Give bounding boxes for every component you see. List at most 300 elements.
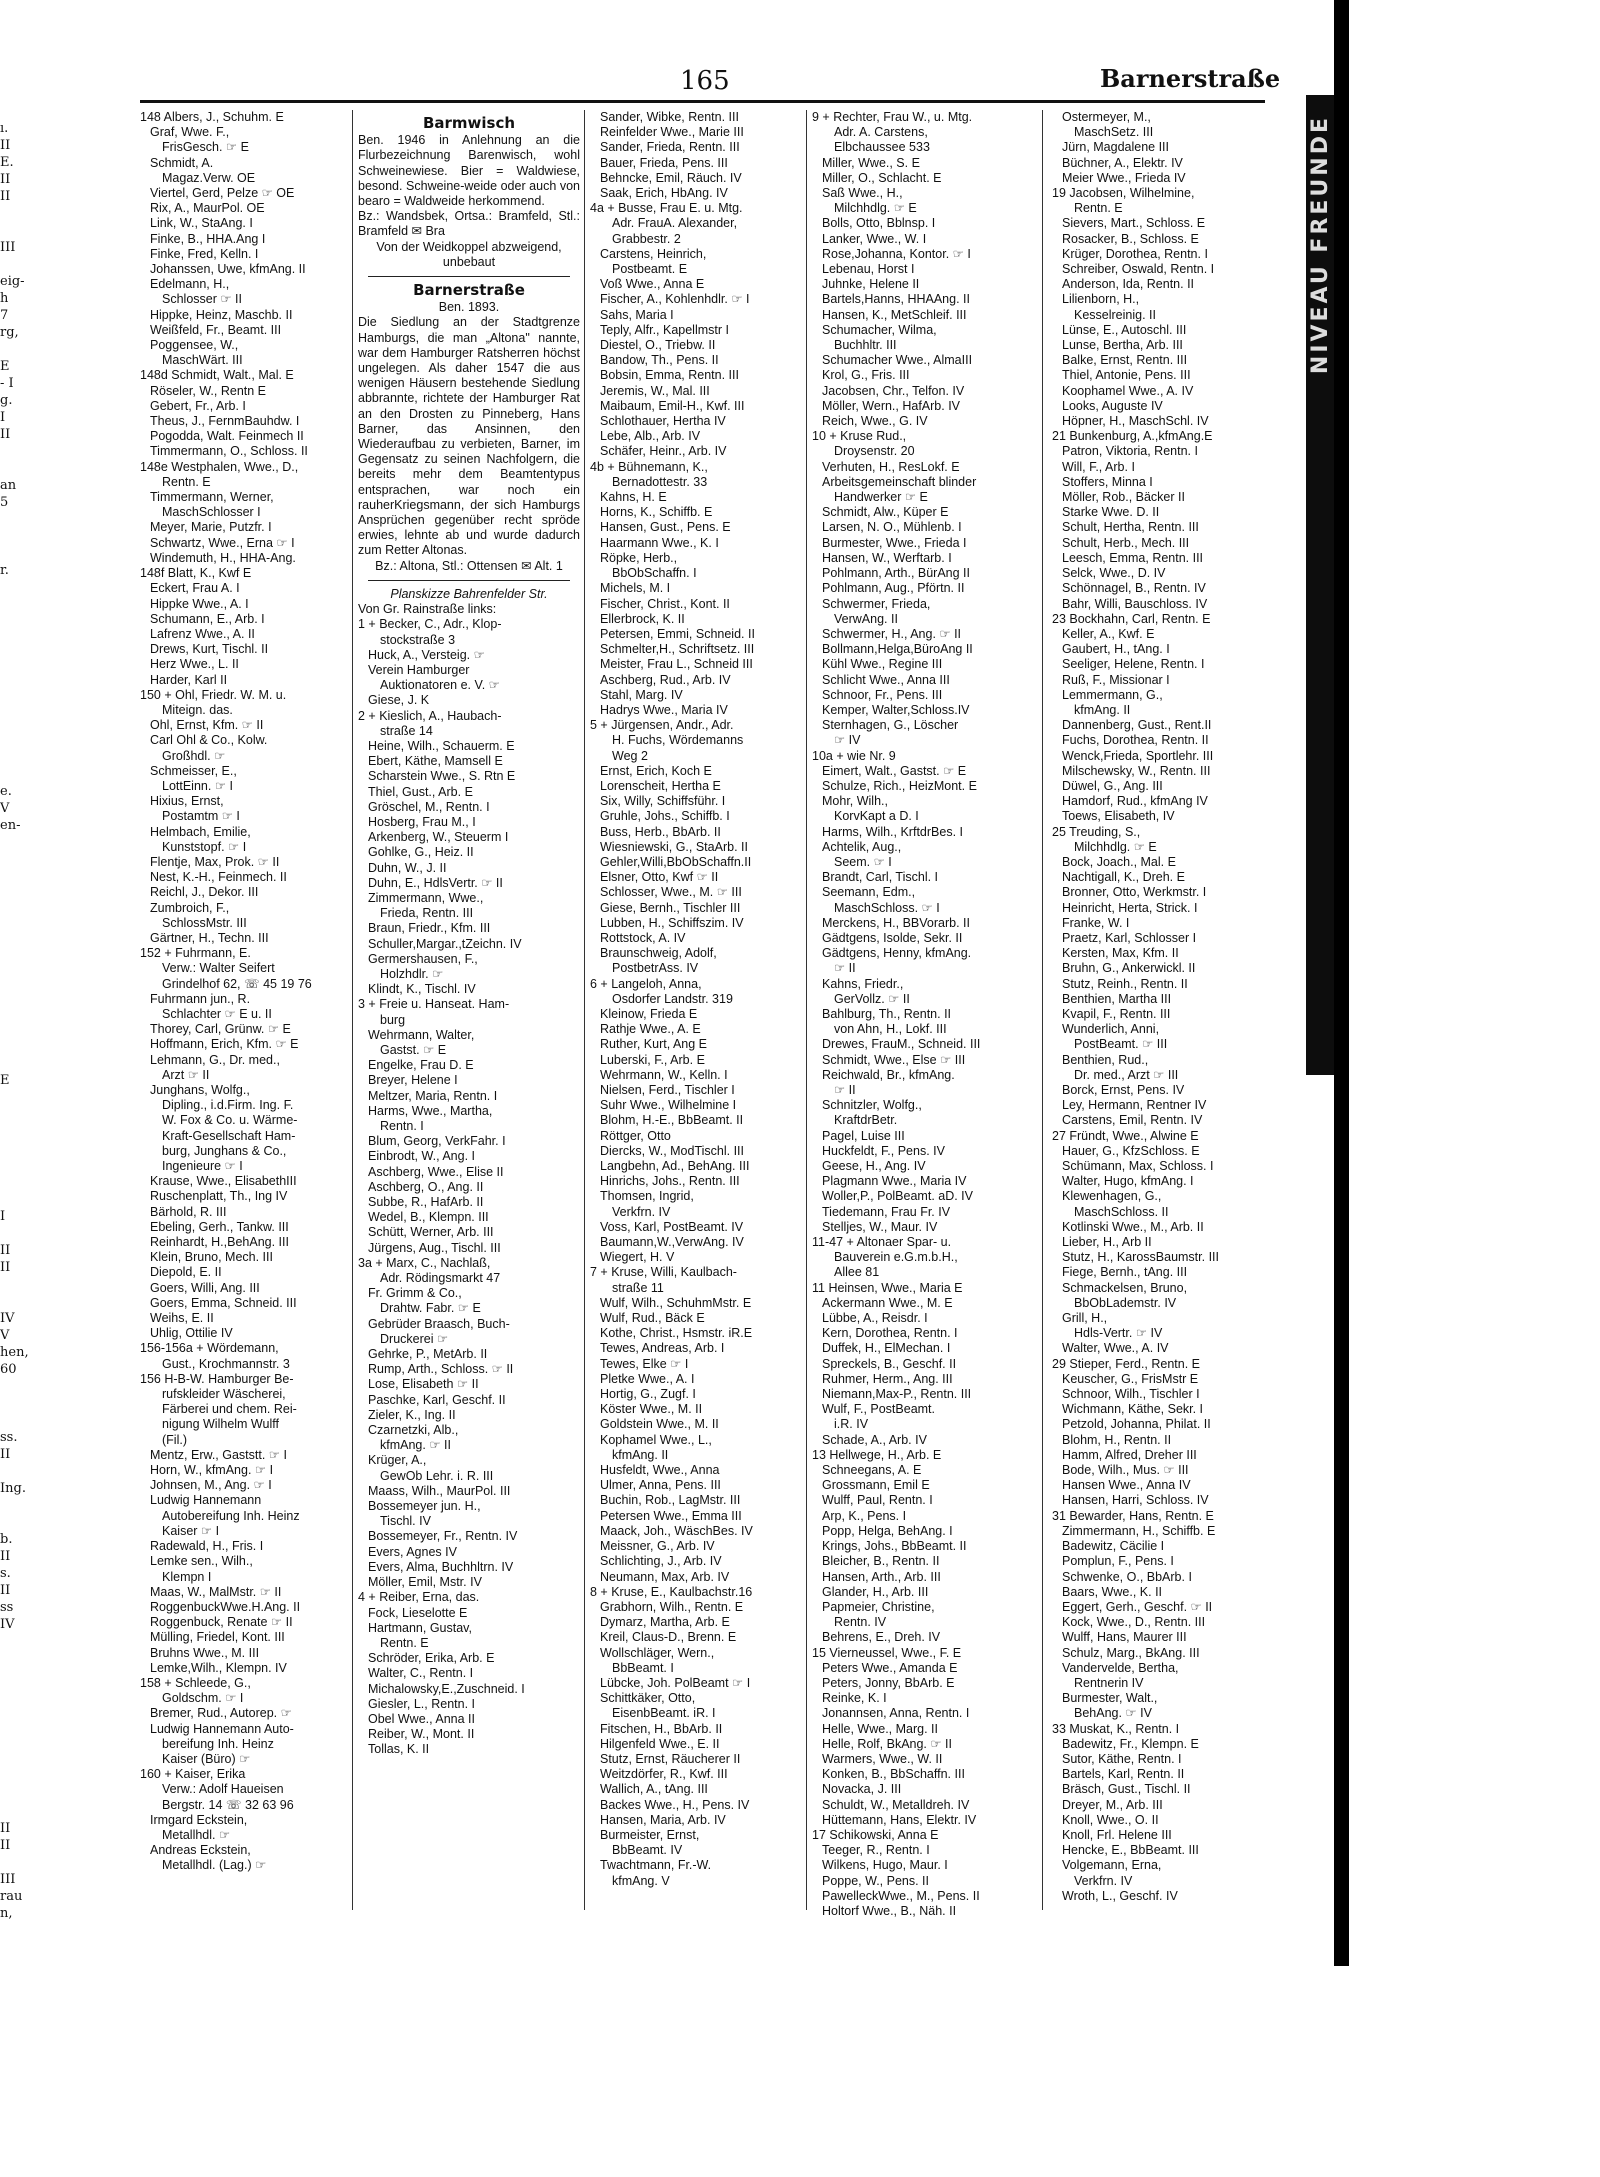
edge-fragment [0, 681, 14, 698]
directory-entry-line: Carstens, Emil, Rentn. IV [1062, 1113, 1203, 1128]
directory-entry-line: ☞ II [834, 1083, 856, 1097]
edge-fragment [0, 987, 14, 1004]
directory-entry-line: Heinricht, Herta, Strick. I [1062, 900, 1198, 915]
edge-fragment: rau [0, 1889, 23, 1904]
directory-entry-line: Thomsen, Ingrid, [600, 1189, 694, 1204]
directory-entry-line: Schnitzler, Wolfg., [822, 1098, 922, 1113]
directory-entry-line: Michalowsky,E.,Zuschneid. I [368, 1681, 525, 1696]
section-divider [368, 276, 570, 277]
edge-fragment: II [0, 1838, 11, 1853]
edge-fragment: III [0, 240, 16, 255]
directory-entry-line: kfmAng. V [612, 1873, 670, 1888]
edge-fragment [0, 1106, 14, 1123]
directory-entry-line: RoggenbuckWwe.H.Ang. II [150, 1599, 301, 1614]
edge-fragment: an [0, 478, 17, 493]
directory-entry-line: Glander, H., Arb. III [822, 1584, 929, 1599]
directory-entry-line: 15 Vierneussel, Wwe., F. E [812, 1645, 962, 1660]
directory-entry-line: Büchner, A., Elektr. IV [1062, 155, 1183, 170]
directory-entry-line: Schlicht Wwe., Anna III [822, 672, 950, 687]
directory-entry-line: Twachtmann, Fr.-W. [600, 1858, 712, 1873]
directory-entry-line: Roggenbuck, Renate ☞ II [150, 1615, 293, 1630]
edge-fragment [0, 443, 14, 460]
directory-entry-line: Röpke, Herb., [600, 550, 678, 565]
directory-entry-line: Petersen Wwe., Emma III [600, 1508, 742, 1523]
directory-entry-line: Hansen, W., Werftarb. I [822, 550, 952, 565]
directory-entry-line: Wollschläger, Wern., [600, 1645, 715, 1660]
directory-entry-line: Postamtm ☞ I [162, 809, 240, 824]
directory-entry-line: MaschSchloss. ☞ I [834, 900, 940, 915]
directory-entry-line: Ludwig Hannemann [150, 1493, 262, 1508]
directory-entry-line: Fischer, Christ., Kont. II [600, 596, 730, 611]
directory-entry-line: Diestel, O., Triebw. II [600, 338, 716, 353]
directory-entry-line: Helle, Rolf, BkAng. ☞ II [822, 1736, 953, 1751]
directory-entry-line: Jürn, Magdalene III [1062, 140, 1170, 155]
directory-entry-line: Poggensee, W., [150, 338, 239, 353]
directory-entry-line: Arkenberg, W., Steuerm I [368, 830, 509, 845]
directory-entry-line: Uhlig, Ottilie IV [150, 1326, 233, 1341]
edge-fragment [0, 545, 14, 562]
directory-entry-line: Hauer, G., KfzSchloss. E [1062, 1143, 1200, 1158]
directory-entry-line: Drewes, FrauM., Schneid. III [822, 1037, 981, 1052]
directory-entry-line: Goldschm. ☞ I [162, 1691, 244, 1706]
directory-entry-line: Schlothauer, Hertha IV [600, 414, 726, 429]
directory-entry-line: Poppe, W., Pens. II [822, 1873, 930, 1888]
edge-fragment [0, 1786, 14, 1803]
directory-entry-line: 158 + Schleede, G., [140, 1675, 251, 1690]
edge-fragment [0, 205, 14, 222]
directory-entry-line: BbBeamt. I [612, 1660, 674, 1675]
edge-fragment [0, 511, 14, 528]
directory-entry-line: Postbeamt. E [612, 262, 688, 277]
edge-fragment: rg, [0, 325, 19, 340]
edge-fragment [0, 834, 14, 851]
directory-entry-line: Jürgens, Aug., Tischl. III [368, 1240, 501, 1255]
directory-entry-line: Walter, C., Rentn. I [368, 1666, 474, 1681]
directory-entry-line: Weg 2 [612, 748, 648, 763]
directory-entry-line: Niemann,Max-P., Rentn. III [822, 1387, 972, 1402]
directory-entry-line: Schult, Hertha, Rentn. III [1062, 520, 1199, 535]
directory-entry-line: Rix, A., MaurPol. OE [150, 201, 265, 216]
directory-entry-line: Carl Ohl & Co., Kolw. [150, 733, 268, 748]
edge-fragment: E [0, 1073, 10, 1088]
directory-entry-line: Juhnke, Helene II [822, 277, 920, 292]
directory-entry-line: Thiel, Antonie, Pens. III [1062, 368, 1191, 383]
directory-entry-line: Verw.: Walter Seifert [162, 961, 275, 976]
directory-entry-line: Hdls-Vertr. ☞ IV [1074, 1326, 1163, 1341]
edge-fragment: II [0, 427, 11, 442]
edge-fragment [0, 1174, 14, 1191]
header-rule [140, 100, 1265, 103]
directory-entry-line: Maibaum, Emil-H., Kwf. III [600, 398, 745, 413]
directory-entry-line: Wichmann, Käthe, Sekr. I [1062, 1402, 1204, 1417]
directory-entry-line: Harms, Wwe., Martha, [368, 1103, 493, 1118]
directory-entry-line: Bandow, Th., Pens. II [600, 353, 719, 368]
directory-entry-line: Handwerker ☞ E [834, 490, 928, 505]
column-3 [590, 110, 800, 1889]
edge-fragment [0, 1191, 14, 1208]
edge-fragment [0, 528, 14, 545]
directory-entry-line: Luberski, F., Arb. E [600, 1052, 705, 1067]
directory-entry-line: burg, Junghans & Co., [162, 1143, 287, 1158]
edge-fragment [0, 1378, 14, 1395]
directory-entry-line: Wulf, F., PostBeamt. [822, 1402, 936, 1417]
directory-entry-line: Lebenau, Horst I [822, 262, 915, 277]
directory-entry-line: Klewenhagen, G., [1062, 1189, 1162, 1204]
directory-entry-line: ☞ IV [834, 733, 861, 748]
directory-entry-line: Sahs, Maria I [600, 307, 674, 322]
directory-entry-line: Ruther, Kurt, Ang E [600, 1037, 708, 1052]
directory-entry-line: Gehler,Willi,BbObSchaffn.II [600, 854, 752, 869]
directory-entry-line: Burmester, Walt., [1062, 1691, 1158, 1706]
directory-entry-line: Mentz, Erw., Gaststt. ☞ I [150, 1447, 287, 1462]
directory-entry-line: Hansen, K., MetSchleif. III [822, 307, 967, 322]
directory-entry-line: Kraft-Gesellschaft Ham- [162, 1128, 296, 1143]
directory-entry-line: Spreckels, B., Geschf. II [822, 1356, 957, 1371]
directory-entry-line: Magaz.Verw. OE [162, 170, 256, 185]
directory-entry-line: Wunderlich, Anni, [1062, 1022, 1160, 1037]
directory-entry-line: Scharstein Wwe., S. Rtn E [368, 769, 516, 784]
directory-entry-line: Mohr, Wilh., [822, 794, 888, 809]
previous-page-edge-text [0, 120, 29, 1921]
directory-entry-line: Kleinow, Frieda E [600, 1006, 698, 1021]
directory-entry-line: Kophamel Wwe., L., [600, 1432, 712, 1447]
directory-entry-line: Burmeister, Ernst, [600, 1827, 700, 1842]
directory-entry-line: Ulmer, Anna, Pens. III [600, 1478, 721, 1493]
directory-entry-line: Lafrenz Wwe., A. II [150, 626, 255, 641]
directory-entry-line: Benthien, Rud., [1062, 1052, 1149, 1067]
directory-entry-line: 4b + Bühnemann, K., [590, 459, 708, 474]
directory-entry-line: Gebrüder Braasch, Buch- [368, 1316, 510, 1331]
directory-entry-line: Wallich, A., tAng. III [600, 1782, 708, 1797]
directory-entry-line: Reinfelder Wwe., Marie III [600, 125, 744, 140]
directory-entry-line: Drews, Kurt, Tischl. II [150, 642, 269, 657]
directory-entry-line: Adr. Rödingsmarkt 47 [380, 1271, 501, 1286]
directory-entry-line: 21 Bunkenburg, A.,kfmAng.E [1052, 429, 1213, 444]
directory-entry-line: Eimert, Walt., Gastst. ☞ E [822, 763, 967, 778]
directory-entry-line: Duffek, H., ElMechan. I [822, 1341, 951, 1356]
directory-entry-line: Schlichting, J., Arb. IV [600, 1554, 722, 1569]
column-divider [806, 110, 807, 1910]
directory-entry-line: Schlosser ☞ II [162, 292, 242, 307]
directory-entry-line: Leesch, Emma, Rentn. III [1062, 550, 1204, 565]
directory-entry-line: Anderson, Ida, Rentn. II [1062, 277, 1195, 292]
directory-entry-line: Windemuth, H., HHA-Ang. [150, 550, 296, 565]
directory-entry-line: Holzhdlr. ☞ [380, 966, 444, 981]
directory-entry-line: Finke, Fred, Kelln. I [150, 246, 259, 261]
directory-entry-line: Andreas Eckstein, [150, 1843, 251, 1858]
directory-entry-line: Seem. ☞ I [834, 854, 892, 869]
directory-entry-line: Evers, Alma, Buchhltrn. IV [368, 1559, 514, 1574]
street-note: Von der Weidkoppel abzweigend, unbebaut [376, 239, 562, 269]
directory-entry-line: Krings, Johs., BbBeamt. II [822, 1539, 967, 1554]
edge-fragment: ss IV [0, 1600, 15, 1632]
directory-entry-line: VerwAng. II [834, 611, 898, 626]
directory-entry-line: Kreil, Claus-D., Brenn. E [600, 1630, 737, 1645]
directory-entry-line: Sievers, Mart., Schloss. E [1062, 216, 1206, 231]
directory-entry-line: Grabhorn, Wilh., Rentn. E [600, 1599, 744, 1614]
directory-entry-line: Wroth, L., Geschf. IV [1062, 1888, 1178, 1903]
directory-entry-line: Grill, H., [1062, 1311, 1108, 1326]
directory-entry-line: Burmester, Wwe., Frieda I [822, 535, 967, 550]
resident-list [358, 617, 580, 1757]
edge-fragment [0, 868, 14, 885]
directory-entry-line: Schröder, Erika, Arb. E [368, 1651, 495, 1666]
directory-entry-line: Obel Wwe., Anna II [368, 1711, 475, 1726]
directory-entry-line: Viertel, Gerd, Pelze ☞ OE [150, 186, 295, 201]
directory-entry-line: Hamdorf, Rud., kfmAng IV [1062, 794, 1208, 809]
directory-entry-line: MaschWärt. III [162, 353, 243, 368]
edge-fragment: en- [0, 818, 21, 833]
directory-entry-line: Zimmermann, H., Schiffb. E [1062, 1523, 1216, 1538]
directory-entry-line: Schnoor, Fr., Pens. III [822, 687, 943, 702]
directory-entry-line: Graf, Wwe. F., [150, 125, 230, 140]
directory-entry-line: Carstens, Heinrich, [600, 246, 707, 261]
directory-entry-line: Horns, K., Schiffb. E [600, 505, 713, 520]
directory-entry-line: Lübcke, Joh. PolBeamt ☞ I [600, 1675, 751, 1690]
directory-entry-line: FrisGesch. ☞ E [162, 140, 249, 155]
directory-entry-line: Holtorf Wwe., B., Näh. II [822, 1903, 957, 1918]
directory-entry-line: Meissner, G., Arb. IV [600, 1539, 715, 1554]
directory-entry-line: Borck, Ernst, Pens. IV [1062, 1083, 1185, 1097]
directory-entry-line: Tischl. IV [380, 1514, 431, 1529]
directory-entry-line: Lunse, Bertha, Arb. III [1062, 338, 1183, 353]
directory-entry-line: Schmackelsen, Bruno, [1062, 1280, 1188, 1295]
directory-entry-line: Bahr, Willi, Bauschloss. IV [1062, 596, 1208, 611]
directory-entry-line: Metallhdl. ☞ [162, 1827, 231, 1842]
directory-entry-line: Kock, Wwe., D., Rentn. III [1062, 1615, 1206, 1630]
directory-entry-line: Harms, Wilh., KrftdrBes. I [822, 824, 963, 839]
directory-entry-line: Druckerei ☞ [380, 1331, 449, 1346]
directory-entry-line: Germershausen, F., [368, 951, 478, 966]
directory-entry-line: Engelke, Frau D. E [368, 1058, 474, 1073]
edge-fragment: - I [0, 376, 14, 391]
directory-entry-line: Konken, B., BbSchaffn. III [822, 1767, 965, 1782]
directory-entry-line: Meister, Frau L., Schneid III [600, 657, 753, 672]
directory-entry-line: Hamm, Alfred, Dreher III [1062, 1447, 1197, 1462]
directory-entry-line: Ruhmer, Herm., Ang. III [822, 1371, 953, 1386]
directory-entry-line: Tewes, Elke ☞ I [600, 1356, 689, 1371]
directory-entry-line: Stutz, H., KarossBaumstr. III [1062, 1250, 1219, 1265]
directory-entry-line: Möller, Wern., HafArb. IV [822, 398, 961, 413]
directory-entry-line: LottEinn. ☞ I [162, 778, 233, 793]
directory-entry-line: MaschSchloss. II [1074, 1204, 1169, 1219]
directory-entry-line: Blum, Georg, VerkFahr. I [368, 1134, 506, 1149]
directory-entry-line: Schuldt, W., Metalldreh. IV [822, 1797, 970, 1812]
directory-entry-line: 160 + Kaiser, Erika [140, 1767, 246, 1782]
directory-entry-line: Lehmann, G., Dr. med., [150, 1052, 280, 1067]
directory-entry-line: Schümann, Max, Schloss. I [1062, 1159, 1214, 1174]
directory-entry-line: Jacobsen, Chr., Telfon. IV [822, 383, 965, 398]
directory-entry-line: Pagel, Luise III [822, 1128, 905, 1143]
directory-entry-line: Buchhltr. III [834, 338, 897, 353]
directory-entry-line: Baars, Wwe., K. II [1062, 1584, 1163, 1599]
edge-fragment [0, 1735, 14, 1752]
directory-entry-line: 5 + Jürgensen, Andr., Adr. [590, 718, 734, 733]
directory-entry-line: W. Fox & Co. u. Wärme- [162, 1113, 298, 1128]
directory-entry-line: Plagmann Wwe., Maria IV [822, 1174, 967, 1189]
directory-entry-line: Adr. A. Carstens, [834, 125, 928, 140]
directory-entry-line: Schulz, Marg., BkAng. III [1062, 1645, 1200, 1660]
edge-fragment: h 7 [0, 291, 9, 323]
column-divider [1042, 110, 1043, 1910]
edge-fragment: ss. II [0, 1430, 18, 1462]
edge-fragment: V [0, 801, 10, 816]
edge-fragment [0, 1412, 14, 1429]
directory-entry-line: Krüger, Dorothea, Rentn. I [1062, 246, 1208, 261]
directory-entry-line: Tewes, Andreas, Arb. I [600, 1341, 725, 1356]
directory-entry-line: 148e Westphalen, Wwe., D., [140, 459, 299, 474]
directory-entry-line: Volgemann, Erna, [1062, 1858, 1162, 1873]
directory-entry-line: Kühl Wwe., Regine III [822, 657, 943, 672]
directory-entry-line: Rentn. E [380, 1635, 429, 1650]
directory-entry-line: Harder, Karl II [150, 672, 228, 687]
directory-entry-line: PostBeamt. ☞ III [1074, 1037, 1168, 1052]
directory-entry-line: Dannenberg, Gust., Rent.II [1062, 718, 1212, 733]
directory-entry-line: Keller, A., Kwf. E [1062, 626, 1155, 641]
directory-entry-line: Wulff, Paul, Rentn. I [822, 1493, 933, 1508]
directory-entry-line: 148 Albers, J., Schuhm. E [140, 110, 284, 124]
edge-fragment [0, 1854, 14, 1871]
edge-fragment: V [0, 1328, 10, 1343]
directory-entry-line: Dipling., i.d.Firm. Ing. F. [162, 1098, 294, 1113]
column-2 [358, 110, 580, 1758]
directory-entry-line: Geese, H., Ang. IV [822, 1159, 926, 1174]
directory-entry-line: Stutz, Reinh., Rentn. II [1062, 976, 1188, 991]
directory-entry-line: 156-156a + Wördemann, [140, 1341, 279, 1356]
directory-entry-line: Goers, Willi, Ang. III [150, 1280, 260, 1295]
district-info: Bz.: Wandsbek, Ortsa.: Bramfeld, Stl.: Bramfeld ✉ Bra [358, 209, 580, 239]
directory-entry-line: BehAng. ☞ IV [1074, 1706, 1152, 1721]
directory-entry-line: SchlossMstr. III [162, 915, 247, 930]
directory-entry-line: H. Fuchs, Wördemanns [612, 733, 744, 748]
directory-entry-line: Papmeier, Christine, [822, 1599, 935, 1614]
column-divider [584, 110, 585, 1910]
directory-entry-line: Warmers, Wwe., W. II [822, 1751, 943, 1766]
directory-entry-line: Bernadottestr. 33 [612, 474, 708, 489]
directory-entry-line: Behrens, E., Dreh. IV [822, 1630, 941, 1645]
edge-fragment [0, 732, 14, 749]
directory-entry-line: Ludwig Hannemann Auto- [150, 1721, 294, 1736]
directory-entry-line: Braun, Friedr., Kfm. III [368, 921, 491, 936]
directory-entry-line: Wulf, Rud., Bäck E [600, 1311, 705, 1326]
directory-entry-line: 13 Hellwege, H., Arb. E [812, 1447, 942, 1462]
directory-entry-line: Hansen, Gust., Pens. E [600, 520, 731, 535]
directory-entry-line: Elbchaussee 533 [834, 140, 930, 155]
edge-fragment [0, 1701, 14, 1718]
edge-fragment: II [0, 1243, 11, 1258]
directory-entry-line: straße 11 [612, 1280, 664, 1295]
edge-fragment [0, 1667, 14, 1684]
edge-fragment: IV [0, 1311, 15, 1326]
directory-entry-line: Nest, K.-H., Feinmech. II [150, 870, 287, 885]
edge-fragment [0, 1463, 14, 1480]
directory-entry-line: Hüttemann, Hans, Elektr. IV [822, 1812, 977, 1827]
directory-entry-line: Hoffmann, Erich, Kfm. ☞ E [150, 1037, 299, 1052]
directory-entry-line: Weihs, E. II [150, 1311, 214, 1326]
directory-entry-line: Backes Wwe., H., Pens. IV [600, 1797, 750, 1812]
directory-entry-line: Drahtw. Fabr. ☞ E [380, 1301, 481, 1316]
directory-entry-line: Schmelter,H., Schriftsetz. III [600, 642, 755, 657]
directory-entry-line: Schlosser, Wwe., M. ☞ III [600, 885, 742, 900]
directory-entry-line: Selck, Wwe., D. IV [1062, 566, 1166, 581]
directory-entry-line: Gruhle, Johs., Schiffb. I [600, 809, 730, 824]
directory-entry-line: Kaiser (Büro) ☞ [162, 1751, 251, 1766]
directory-entry-line: Wilkens, Hugo, Maur. I [822, 1858, 948, 1873]
directory-entry-line: Krause, Wwe., ElisabethIII [150, 1174, 297, 1189]
directory-entry-line: Badewitz, Fr., Klempn. E [1062, 1736, 1199, 1751]
directory-entry-line: Wehrmann, W., Kelln. I [600, 1067, 728, 1082]
directory-entry-line: Miller, Wwe., S. E [822, 155, 920, 170]
directory-entry-line: straße 14 [380, 723, 433, 738]
directory-entry-line: Röseler, W., Rentn E [150, 383, 267, 398]
directory-entry-line: Gaubert, H., tAng. I [1062, 642, 1170, 657]
directory-entry-line: Hippke Wwe., A. I [150, 596, 249, 611]
directory-entry-line: Neumann, Max, Arb. IV [600, 1569, 730, 1584]
directory-entry-line: Bauer, Frieda, Pens. III [600, 155, 728, 170]
directory-entry-line: burg [380, 1012, 406, 1027]
directory-entry-line: Schmidt, A. [150, 155, 214, 170]
directory-entry-line: Irmgard Eckstein, [150, 1812, 248, 1827]
edge-fragment: b. II [0, 1532, 13, 1564]
directory-entry-line: Huck, A., Versteig. ☞ [368, 647, 485, 662]
directory-entry-line: Ebert, Käthe, Mamsell E [368, 754, 503, 769]
directory-entry-line: Schmidt, Wwe., Else ☞ III [822, 1052, 966, 1067]
directory-entry-line: Reinhardt, H.,BehAng. III [150, 1235, 289, 1250]
edge-fragment [0, 1650, 14, 1667]
directory-entry-line: Düwel, G., Ang. III [1062, 778, 1163, 793]
directory-entry-line: Schult, Herb., Mech. III [1062, 535, 1190, 550]
directory-entry-line: Reichwald, Br., kfmAng. [822, 1067, 955, 1082]
directory-entry-line: Arp, K., Pens. I [822, 1508, 907, 1523]
directory-entry-line: 25 Treuding, S., [1052, 824, 1141, 839]
directory-entry-line: Horn, W., kfmAng. ☞ I [150, 1463, 274, 1478]
scan-edge [1334, 0, 1349, 1966]
directory-entry-line: Hinrichs, Johs., Rentn. III [600, 1174, 740, 1189]
directory-entry-line: Toews, Elisabeth, IV [1062, 809, 1175, 824]
directory-entry-line: Lubben, H., Schiffszim. IV [600, 915, 744, 930]
directory-entry-line: Goers, Emma, Schneid. III [150, 1295, 297, 1310]
edge-fragment: s. II [0, 1566, 11, 1598]
directory-entry-line: Gärtner, H., Techn. III [150, 930, 269, 945]
directory-entry-line: Duhn, W., J. II [368, 860, 447, 875]
directory-entry-line: Rump, Arth., Schloss. ☞ II [368, 1362, 514, 1377]
directory-entry-line: Seeliger, Helene, Rentn. I [1062, 657, 1205, 672]
directory-entry-line: Stelljes, W., Maur. IV [822, 1219, 938, 1234]
directory-entry-line: Rottstock, A. IV [600, 930, 686, 945]
edge-fragment [0, 1021, 14, 1038]
directory-entry-line: Frieda, Rentn. III [380, 906, 474, 921]
directory-entry-line: Krüger, A., [368, 1453, 427, 1468]
directory-entry-line: Nachtigall, K., Dreh. E [1062, 870, 1185, 885]
directory-entry-line: von Ahn, H., Lokf. III [834, 1022, 947, 1037]
directory-entry-line: Radewald, H., Fris. I [150, 1539, 264, 1554]
side-advertisement-strip [1306, 95, 1334, 1075]
directory-entry-line: 19 Jacobsen, Wilhelmine, [1052, 186, 1195, 201]
directory-entry-line: Lebe, Alb., Arb. IV [600, 429, 701, 444]
directory-entry-line: Subbe, R., HafArb. II [368, 1195, 484, 1210]
directory-entry-line: BbObLademstr. IV [1074, 1295, 1177, 1310]
directory-entry-line: Czarnetzki, Alb., [368, 1423, 459, 1438]
directory-entry-line: Michels, M. I [600, 581, 671, 596]
edge-fragment [0, 1497, 14, 1514]
directory-entry-line: BbBeamt. IV [612, 1843, 683, 1858]
directory-entry-line: Schwenke, O., BbArb. I [1062, 1569, 1192, 1584]
directory-entry-line: 4a + Busse, Frau E. u. Mtg. [590, 201, 743, 216]
edge-fragment [0, 579, 14, 596]
directory-entry-line: Peters Wwe., Amanda E [822, 1660, 958, 1675]
edge-fragment: Ing. [0, 1481, 26, 1496]
directory-entry-line: Bremer, Rud., Autorep. ☞ [150, 1706, 292, 1721]
